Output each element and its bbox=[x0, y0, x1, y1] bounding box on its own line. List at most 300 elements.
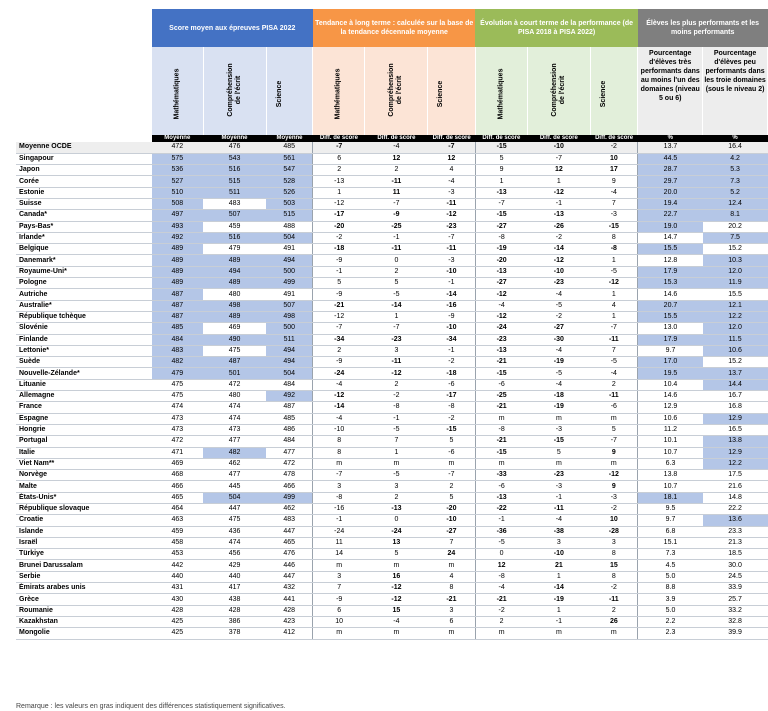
cell-score-science: 503 bbox=[266, 198, 313, 209]
country-name: Lituanie bbox=[16, 379, 152, 390]
cell-trend-science: -18 bbox=[428, 368, 475, 379]
cell-trend-science: -1 bbox=[428, 278, 475, 289]
cell-score-math: 484 bbox=[152, 334, 203, 345]
cell-short-science: 17 bbox=[590, 165, 637, 176]
cell-short-reading: -15 bbox=[527, 436, 590, 447]
cell-short-reading: 1 bbox=[527, 605, 590, 616]
cell-score-math: 575 bbox=[152, 153, 203, 164]
country-name: Slovénie bbox=[16, 323, 152, 334]
cell-low-performers-pct: 12.9 bbox=[703, 413, 768, 424]
country-name: Serbie bbox=[16, 571, 152, 582]
cell-short-reading: -3 bbox=[527, 424, 590, 435]
cell-trend-math: -20 bbox=[313, 221, 365, 232]
cell-trend-reading: 3 bbox=[365, 345, 428, 356]
table-row bbox=[16, 413, 768, 424]
cell-trend-science: -4 bbox=[428, 176, 475, 187]
cell-low-performers-pct: 7.5 bbox=[703, 232, 768, 243]
cell-short-science: 4 bbox=[590, 300, 637, 311]
country-name: Irlande* bbox=[16, 232, 152, 243]
unit-pct: % bbox=[703, 135, 768, 142]
cell-trend-math: -4 bbox=[313, 379, 365, 390]
cell-trend-science: m bbox=[428, 458, 475, 469]
country-name: Italie bbox=[16, 447, 152, 458]
cell-short-science: 9 bbox=[590, 447, 637, 458]
cell-trend-reading: 2 bbox=[365, 165, 428, 176]
cell-score-reading: 459 bbox=[203, 221, 266, 232]
header-group-trend: Tendance à long terme : calculée sur la base de la tendance décennale moyenne bbox=[313, 9, 475, 47]
cell-score-reading: 440 bbox=[203, 571, 266, 582]
unit-diff: Diff. de score bbox=[365, 135, 428, 142]
cell-top-performers-pct: 14.6 bbox=[638, 391, 703, 402]
cell-trend-science: -20 bbox=[428, 504, 475, 515]
country-name: Norvège bbox=[16, 470, 152, 481]
cell-score-math: 458 bbox=[152, 537, 203, 548]
cell-trend-reading: 1 bbox=[365, 311, 428, 322]
cell-top-performers-pct: 19.5 bbox=[638, 368, 703, 379]
table-row bbox=[16, 492, 768, 503]
cell-low-performers-pct: 32.8 bbox=[703, 616, 768, 627]
table-row bbox=[16, 176, 768, 187]
cell-score-science: 494 bbox=[266, 345, 313, 356]
cell-trend-reading: 11 bbox=[365, 187, 428, 198]
table-row bbox=[16, 481, 768, 492]
cell-low-performers-pct: 24.5 bbox=[703, 571, 768, 582]
cell-short-reading: -23 bbox=[527, 278, 590, 289]
cell-short-reading: m bbox=[527, 628, 590, 639]
cell-trend-reading: 12 bbox=[365, 153, 428, 164]
cell-short-math: -20 bbox=[475, 255, 527, 266]
cell-low-performers-pct: 13.8 bbox=[703, 436, 768, 447]
cell-trend-math: -4 bbox=[313, 413, 365, 424]
cell-low-performers-pct: 33.2 bbox=[703, 605, 768, 616]
table-row bbox=[16, 198, 768, 209]
cell-trend-science: 12 bbox=[428, 153, 475, 164]
cell-top-performers-pct: 10.7 bbox=[638, 447, 703, 458]
cell-trend-reading: 15 bbox=[365, 605, 428, 616]
cell-short-science: -5 bbox=[590, 357, 637, 368]
cell-short-science: 5 bbox=[590, 424, 637, 435]
cell-short-math: -8 bbox=[475, 571, 527, 582]
cell-score-science: 446 bbox=[266, 560, 313, 571]
cell-top-performers-pct: 6.3 bbox=[638, 458, 703, 469]
table-row bbox=[16, 616, 768, 627]
cell-trend-science: -8 bbox=[428, 402, 475, 413]
cell-short-math: -21 bbox=[475, 594, 527, 605]
cell-low-performers-pct: 16.4 bbox=[703, 142, 768, 153]
country-name: République tchèque bbox=[16, 311, 152, 322]
cell-score-reading: 511 bbox=[203, 187, 266, 198]
cell-score-math: 489 bbox=[152, 266, 203, 277]
cell-score-science: 447 bbox=[266, 526, 313, 537]
cell-short-science: 7 bbox=[590, 198, 637, 209]
cell-trend-reading: -5 bbox=[365, 470, 428, 481]
cell-short-reading: m bbox=[527, 413, 590, 424]
cell-short-reading: 5 bbox=[527, 447, 590, 458]
cell-score-science: 486 bbox=[266, 424, 313, 435]
table-row bbox=[16, 402, 768, 413]
cell-trend-science: m bbox=[428, 560, 475, 571]
cell-trend-reading: -25 bbox=[365, 221, 428, 232]
cell-short-science: -2 bbox=[590, 504, 637, 515]
cell-score-reading: 483 bbox=[203, 198, 266, 209]
cell-trend-math: -10 bbox=[313, 424, 365, 435]
cell-short-science: 2 bbox=[590, 379, 637, 390]
country-name: Suède bbox=[16, 357, 152, 368]
cell-trend-reading: 5 bbox=[365, 549, 428, 560]
country-name: Japon bbox=[16, 165, 152, 176]
cell-short-math: -5 bbox=[475, 537, 527, 548]
cell-trend-reading: -12 bbox=[365, 583, 428, 594]
cell-trend-science: -6 bbox=[428, 379, 475, 390]
cell-score-math: 459 bbox=[152, 526, 203, 537]
cell-low-performers-pct: 39.9 bbox=[703, 628, 768, 639]
cell-short-science: -15 bbox=[590, 221, 637, 232]
cell-score-reading: 516 bbox=[203, 165, 266, 176]
cell-short-science: 8 bbox=[590, 549, 637, 560]
cell-score-math: 431 bbox=[152, 583, 203, 594]
country-name: États-Unis* bbox=[16, 492, 152, 503]
country-name: Suisse bbox=[16, 198, 152, 209]
cell-score-science: 561 bbox=[266, 153, 313, 164]
cell-trend-math: -9 bbox=[313, 594, 365, 605]
cell-low-performers-pct: 16.7 bbox=[703, 391, 768, 402]
cell-score-science: 498 bbox=[266, 311, 313, 322]
cell-trend-reading: -1 bbox=[365, 232, 428, 243]
cell-trend-science: -6 bbox=[428, 447, 475, 458]
cell-short-math: -27 bbox=[475, 221, 527, 232]
cell-trend-math: -24 bbox=[313, 368, 365, 379]
cell-top-performers-pct: 15.1 bbox=[638, 537, 703, 548]
cell-trend-reading: -7 bbox=[365, 323, 428, 334]
pisa-results-table bbox=[16, 9, 768, 640]
cell-trend-math: 1 bbox=[313, 187, 365, 198]
subheader-label: Mathématiques bbox=[334, 68, 342, 120]
cell-low-performers-pct: 10.3 bbox=[703, 255, 768, 266]
cell-trend-math: -1 bbox=[313, 515, 365, 526]
cell-trend-science: m bbox=[428, 628, 475, 639]
cell-trend-reading: -4 bbox=[365, 142, 428, 153]
cell-short-math: -36 bbox=[475, 526, 527, 537]
country-name: Israël bbox=[16, 537, 152, 548]
table-row bbox=[16, 515, 768, 526]
unit-blank bbox=[16, 135, 152, 142]
table-row bbox=[16, 504, 768, 515]
cell-score-math: 489 bbox=[152, 255, 203, 266]
subheader-label: Science bbox=[437, 80, 445, 108]
cell-short-science: 9 bbox=[590, 176, 637, 187]
cell-short-reading: -19 bbox=[527, 357, 590, 368]
cell-trend-reading: -1 bbox=[365, 413, 428, 424]
cell-trend-reading: -13 bbox=[365, 504, 428, 515]
cell-trend-math: 6 bbox=[313, 153, 365, 164]
country-name: Portugal bbox=[16, 436, 152, 447]
cell-trend-math: -14 bbox=[313, 402, 365, 413]
cell-score-science: 412 bbox=[266, 628, 313, 639]
cell-score-math: 469 bbox=[152, 458, 203, 469]
table-row bbox=[16, 266, 768, 277]
cell-score-science: 447 bbox=[266, 571, 313, 582]
subheader-top-performers: Pourcentage d'élèves très performants dans au moins l'un des domaines (niveau 5 ou 6) bbox=[638, 47, 703, 135]
cell-score-math: 489 bbox=[152, 278, 203, 289]
cell-short-reading: -14 bbox=[527, 244, 590, 255]
country-name: Lettonie* bbox=[16, 345, 152, 356]
cell-trend-reading: -11 bbox=[365, 244, 428, 255]
cell-short-math: -6 bbox=[475, 379, 527, 390]
cell-score-reading: 479 bbox=[203, 244, 266, 255]
table-row bbox=[16, 458, 768, 469]
table-row bbox=[16, 187, 768, 198]
cell-trend-math: -8 bbox=[313, 492, 365, 503]
cell-score-reading: 474 bbox=[203, 402, 266, 413]
cell-trend-reading: 2 bbox=[365, 492, 428, 503]
cell-score-math: 473 bbox=[152, 424, 203, 435]
cell-trend-science: 24 bbox=[428, 549, 475, 560]
country-name: Grèce bbox=[16, 594, 152, 605]
cell-score-reading: 476 bbox=[203, 142, 266, 153]
cell-score-math: 493 bbox=[152, 221, 203, 232]
cell-short-reading: -4 bbox=[527, 345, 590, 356]
cell-score-reading: 475 bbox=[203, 515, 266, 526]
table-row bbox=[16, 278, 768, 289]
cell-score-science: 465 bbox=[266, 537, 313, 548]
country-name: Canada* bbox=[16, 210, 152, 221]
cell-short-science: 1 bbox=[590, 255, 637, 266]
cell-score-reading: 378 bbox=[203, 628, 266, 639]
cell-top-performers-pct: 9.7 bbox=[638, 515, 703, 526]
cell-top-performers-pct: 10.6 bbox=[638, 413, 703, 424]
subheader-scores-reading bbox=[203, 47, 266, 135]
cell-top-performers-pct: 15.5 bbox=[638, 244, 703, 255]
cell-short-math: -19 bbox=[475, 244, 527, 255]
cell-score-science: 477 bbox=[266, 447, 313, 458]
cell-short-math: -21 bbox=[475, 402, 527, 413]
cell-top-performers-pct: 15.5 bbox=[638, 311, 703, 322]
cell-top-performers-pct: 44.5 bbox=[638, 153, 703, 164]
cell-score-reading: 445 bbox=[203, 481, 266, 492]
cell-top-performers-pct: 5.0 bbox=[638, 571, 703, 582]
cell-score-math: 492 bbox=[152, 232, 203, 243]
cell-score-science: 507 bbox=[266, 300, 313, 311]
cell-score-math: 482 bbox=[152, 357, 203, 368]
unit-diff: Diff. de score bbox=[475, 135, 527, 142]
cell-score-math: 468 bbox=[152, 470, 203, 481]
cell-score-science: 494 bbox=[266, 255, 313, 266]
cell-short-reading: 1 bbox=[527, 176, 590, 187]
cell-top-performers-pct: 13.8 bbox=[638, 470, 703, 481]
cell-low-performers-pct: 21.3 bbox=[703, 537, 768, 548]
cell-trend-science: 6 bbox=[428, 616, 475, 627]
country-name: Islande bbox=[16, 526, 152, 537]
table-row bbox=[16, 447, 768, 458]
table-row bbox=[16, 571, 768, 582]
cell-score-science: 483 bbox=[266, 515, 313, 526]
country-name: Danemark* bbox=[16, 255, 152, 266]
cell-trend-math: -2 bbox=[313, 232, 365, 243]
cell-top-performers-pct: 11.2 bbox=[638, 424, 703, 435]
cell-score-reading: 474 bbox=[203, 537, 266, 548]
table-row bbox=[16, 436, 768, 447]
header-group-short-term: Évolution à court terme de la performance (de PISA 2018 à PISA 2022) bbox=[475, 9, 637, 47]
cell-short-reading: -19 bbox=[527, 594, 590, 605]
cell-low-performers-pct: 12.2 bbox=[703, 311, 768, 322]
cell-trend-reading: 7 bbox=[365, 436, 428, 447]
cell-score-reading: 477 bbox=[203, 470, 266, 481]
cell-score-reading: 447 bbox=[203, 504, 266, 515]
table-row bbox=[16, 549, 768, 560]
cell-score-reading: 489 bbox=[203, 255, 266, 266]
cell-top-performers-pct: 17.0 bbox=[638, 357, 703, 368]
cell-short-science: -4 bbox=[590, 368, 637, 379]
cell-top-performers-pct: 8.8 bbox=[638, 583, 703, 594]
cell-score-math: 464 bbox=[152, 504, 203, 515]
cell-score-math: 475 bbox=[152, 379, 203, 390]
cell-short-math: -13 bbox=[475, 187, 527, 198]
country-name: France bbox=[16, 402, 152, 413]
cell-short-reading: 3 bbox=[527, 537, 590, 548]
cell-score-reading: 474 bbox=[203, 413, 266, 424]
cell-short-science: 10 bbox=[590, 153, 637, 164]
cell-top-performers-pct: 20.0 bbox=[638, 187, 703, 198]
cell-low-performers-pct: 5.3 bbox=[703, 165, 768, 176]
cell-trend-reading: -5 bbox=[365, 424, 428, 435]
cell-short-reading: 12 bbox=[527, 165, 590, 176]
country-name: Mongolie bbox=[16, 628, 152, 639]
cell-score-math: 471 bbox=[152, 447, 203, 458]
table-row bbox=[16, 526, 768, 537]
cell-score-reading: 475 bbox=[203, 345, 266, 356]
cell-short-science: 1 bbox=[590, 289, 637, 300]
cell-trend-science: -34 bbox=[428, 334, 475, 345]
cell-trend-reading: 3 bbox=[365, 481, 428, 492]
cell-short-science: -7 bbox=[590, 323, 637, 334]
table-row bbox=[16, 368, 768, 379]
table-row bbox=[16, 289, 768, 300]
cell-low-performers-pct: 12.2 bbox=[703, 458, 768, 469]
cell-short-math: -12 bbox=[475, 289, 527, 300]
cell-trend-science: -17 bbox=[428, 391, 475, 402]
country-name: Brunei Darussalam bbox=[16, 560, 152, 571]
unit-diff: Diff. de score bbox=[428, 135, 475, 142]
cell-top-performers-pct: 2.3 bbox=[638, 628, 703, 639]
subheader-short-reading bbox=[527, 47, 590, 135]
cell-short-reading: -10 bbox=[527, 142, 590, 153]
cell-short-reading: -2 bbox=[527, 311, 590, 322]
country-name: Türkiye bbox=[16, 549, 152, 560]
cell-score-math: 428 bbox=[152, 605, 203, 616]
cell-score-reading: 498 bbox=[203, 300, 266, 311]
cell-score-math: 487 bbox=[152, 300, 203, 311]
cell-trend-math: 8 bbox=[313, 436, 365, 447]
cell-trend-math: -12 bbox=[313, 391, 365, 402]
cell-score-reading: 472 bbox=[203, 379, 266, 390]
cell-score-science: 472 bbox=[266, 458, 313, 469]
subheader-label: Science bbox=[600, 80, 608, 108]
cell-short-math: 0 bbox=[475, 549, 527, 560]
cell-score-science: 528 bbox=[266, 176, 313, 187]
cell-score-math: 442 bbox=[152, 560, 203, 571]
cell-trend-reading: m bbox=[365, 628, 428, 639]
country-name: Roumanie bbox=[16, 605, 152, 616]
cell-trend-reading: 2 bbox=[365, 266, 428, 277]
cell-top-performers-pct: 5.0 bbox=[638, 605, 703, 616]
cell-low-performers-pct: 10.6 bbox=[703, 345, 768, 356]
cell-short-science: -2 bbox=[590, 583, 637, 594]
cell-trend-science: -2 bbox=[428, 357, 475, 368]
cell-low-performers-pct: 16.8 bbox=[703, 402, 768, 413]
cell-top-performers-pct: 18.1 bbox=[638, 492, 703, 503]
cell-low-performers-pct: 14.8 bbox=[703, 492, 768, 503]
cell-trend-science: -1 bbox=[428, 345, 475, 356]
cell-short-math: -4 bbox=[475, 300, 527, 311]
cell-trend-reading: 2 bbox=[365, 379, 428, 390]
cell-trend-math: -9 bbox=[313, 289, 365, 300]
cell-low-performers-pct: 17.5 bbox=[703, 470, 768, 481]
cell-score-math: 485 bbox=[152, 323, 203, 334]
cell-score-science: 494 bbox=[266, 357, 313, 368]
cell-trend-science: 5 bbox=[428, 436, 475, 447]
subheader-label: Mathématiques bbox=[497, 68, 505, 120]
header-group-performers: Élèves les plus performants et les moins performants bbox=[638, 9, 768, 47]
cell-score-science: 511 bbox=[266, 334, 313, 345]
cell-score-science: 491 bbox=[266, 289, 313, 300]
table-row bbox=[16, 232, 768, 243]
cell-trend-science: 4 bbox=[428, 165, 475, 176]
cell-score-reading: 438 bbox=[203, 594, 266, 605]
cell-score-reading: 480 bbox=[203, 391, 266, 402]
cell-score-reading: 507 bbox=[203, 210, 266, 221]
cell-low-performers-pct: 8.1 bbox=[703, 210, 768, 221]
cell-low-performers-pct: 15.2 bbox=[703, 244, 768, 255]
cell-trend-science: -3 bbox=[428, 187, 475, 198]
cell-top-performers-pct: 10.7 bbox=[638, 481, 703, 492]
cell-short-science: 3 bbox=[590, 537, 637, 548]
cell-top-performers-pct: 13.7 bbox=[638, 142, 703, 153]
cell-trend-reading: -23 bbox=[365, 334, 428, 345]
table-row bbox=[16, 628, 768, 639]
cell-score-science: 499 bbox=[266, 278, 313, 289]
cell-short-science: -2 bbox=[590, 142, 637, 153]
cell-score-science: 492 bbox=[266, 391, 313, 402]
subheader-scores-science bbox=[266, 47, 313, 135]
cell-top-performers-pct: 19.0 bbox=[638, 221, 703, 232]
cell-trend-science: -21 bbox=[428, 594, 475, 605]
cell-short-reading: -14 bbox=[527, 583, 590, 594]
cell-short-reading: -12 bbox=[527, 187, 590, 198]
cell-top-performers-pct: 28.7 bbox=[638, 165, 703, 176]
table-row bbox=[16, 379, 768, 390]
cell-low-performers-pct: 4.2 bbox=[703, 153, 768, 164]
table-row bbox=[16, 142, 768, 153]
cell-short-reading: -4 bbox=[527, 379, 590, 390]
subheader-label: Mathématiques bbox=[173, 68, 181, 120]
cell-score-reading: 417 bbox=[203, 583, 266, 594]
cell-score-math: 472 bbox=[152, 436, 203, 447]
cell-trend-reading: 0 bbox=[365, 515, 428, 526]
cell-score-math: 487 bbox=[152, 289, 203, 300]
cell-score-science: 423 bbox=[266, 616, 313, 627]
cell-score-science: 466 bbox=[266, 481, 313, 492]
cell-score-math: 463 bbox=[152, 515, 203, 526]
cell-trend-math: -12 bbox=[313, 311, 365, 322]
subheader-scores-math bbox=[152, 47, 203, 135]
subheader-trend-math bbox=[313, 47, 365, 135]
cell-trend-reading: 1 bbox=[365, 447, 428, 458]
cell-trend-reading: -14 bbox=[365, 300, 428, 311]
cell-short-math: -13 bbox=[475, 345, 527, 356]
cell-score-science: 441 bbox=[266, 594, 313, 605]
cell-top-performers-pct: 9.5 bbox=[638, 504, 703, 515]
cell-short-math: m bbox=[475, 413, 527, 424]
